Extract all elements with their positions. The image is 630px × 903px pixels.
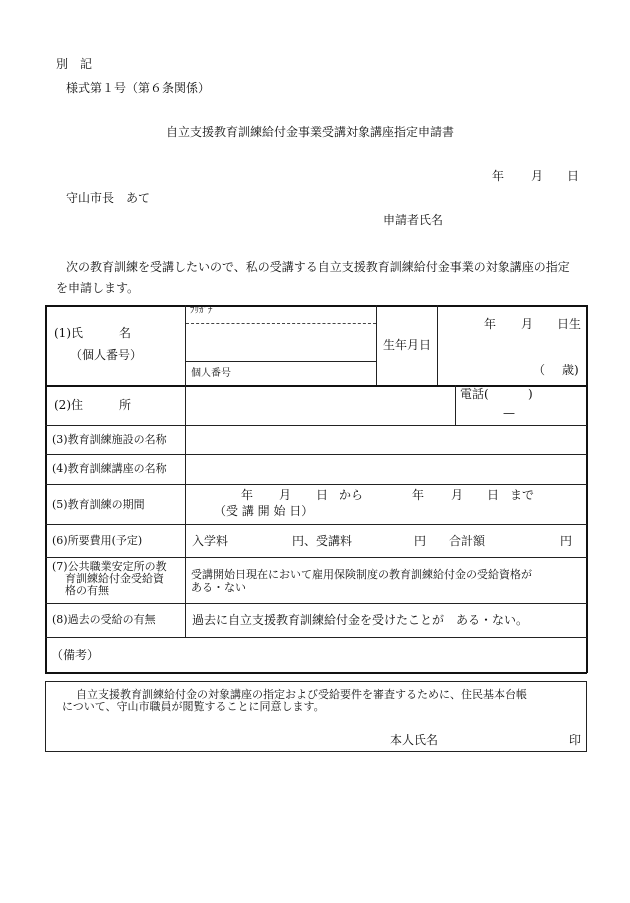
consent-line-1: 自立支援教育訓練給付金の対象講座の指定および受給要件を審査するために、住民基本台帳 [76,688,527,701]
tuition-fee-label: 円、受講料 [292,534,353,548]
address-label: (2)住 所 [54,398,131,412]
intro-line-1: 次の教育訓練を受講したいので、私の受講する自立支援教育訓練給付金事業の対象講座の指定 [66,260,570,274]
intro-line-2: を申請します。 [56,281,140,295]
applicant-name-label: 申請者氏名 [383,213,444,227]
seal-mark: 印 [569,733,582,747]
date-day-label: 日 [567,169,580,183]
birth-year-label: 年 [484,317,497,331]
eligibility-label-line-1: (7)公共職業安定所の教 [52,560,167,573]
birth-day-label: 日生 [557,317,582,331]
eligibility-text-line-1: 受講開始日現在において雇用保険制度の教育訓練給付金の受給資格が [191,568,532,581]
consent-line-2: について、守山市職員が閲覧することに同意します。 [62,700,325,713]
remarks-label: （備考） [51,648,100,662]
admission-fee-label: 入学料 [192,534,229,548]
expenses-label: (6)所要費用(予定) [52,534,143,547]
name-label: (1)氏 名 [54,326,131,340]
eligibility-text-line-2: ある・ない [191,581,246,594]
to-year-label: 年 [412,488,425,502]
furigana-label: ﾌﾘｶﾞﾅ [190,306,213,316]
eligibility-label-line-3: 格の有無 [65,584,109,597]
personal-number-sublabel: （個人番号） [70,348,143,362]
from-day-label: 日 [316,488,329,502]
facility-name-label: (3)教育訓練施設の名称 [52,433,167,446]
to-day-label: 日 [487,488,500,502]
total-amount-label: 合計額 [449,534,486,548]
total-yen-label: 円 [560,534,573,548]
phone-dash: — [503,406,515,420]
date-year-label: 年 [492,169,505,183]
past-receipt-text: 過去に自立支援教育訓練給付金を受けたことが ある・ない。 [192,613,529,627]
to-month-label: 月 [451,488,464,502]
tuition-yen-label: 円 [414,534,427,548]
from-month-label: 月 [279,488,292,502]
age-label: 歳) [562,363,579,377]
to-text: まで [510,488,535,502]
from-year-label: 年 [241,488,254,502]
birth-month-label: 月 [521,317,534,331]
birthdate-label: 生年月日 [383,338,432,352]
from-text: から [339,488,364,502]
form-number: 様式第１号（第６条関係） [66,81,211,95]
annex-label: 別 記 [56,57,93,71]
start-date-note: （受 講 開 始 日） [214,504,314,518]
phone-label: 電話( [460,387,489,401]
date-month-label: 月 [531,169,544,183]
principal-name-label: 本人氏名 [390,733,439,747]
course-name-label: (4)教育訓練講座の名称 [52,462,167,475]
training-period-label: (5)教育訓練の期間 [52,498,145,511]
phone-close-paren: ) [528,387,533,401]
personal-number-field-label: 個人番号 [191,368,231,379]
past-receipt-label: (8)過去の受給の有無 [52,613,156,626]
addressee: 守山市長 あて [66,191,151,205]
eligibility-label-line-2: 育訓練給付金受給資 [65,572,164,585]
document-title: 自立支援教育訓練給付金事業受講対象講座指定申請書 [166,125,455,139]
age-open-paren: （ [533,363,546,377]
